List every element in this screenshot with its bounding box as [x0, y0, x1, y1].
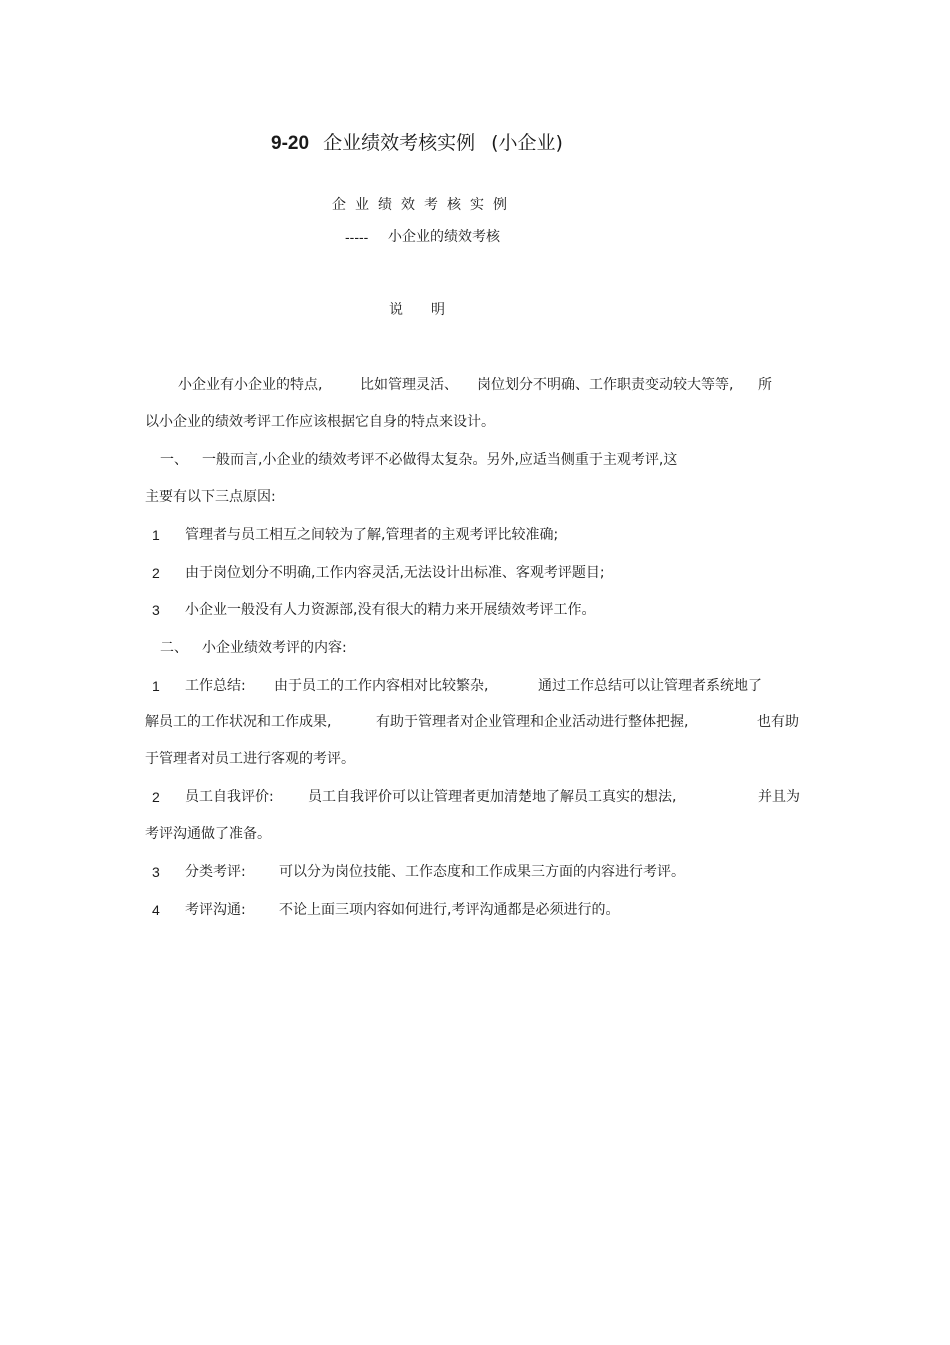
document-title: [271, 131, 563, 156]
section2-item2-line2: 考评沟通做了准备。: [145, 826, 271, 842]
intro-part-a: 小企业有小企业的特点,: [178, 377, 323, 393]
section1-item1-number: 1: [152, 527, 160, 543]
intro-part-b: 比如管理灵活、: [360, 377, 458, 393]
section2-item1-line2-b: 有助于管理者对企业管理和企业活动进行整体把握,: [376, 714, 689, 730]
section2-item1-number: 1: [152, 678, 160, 694]
section2-item2-label: 员工自我评价:: [185, 789, 274, 805]
section1-item2-number: 2: [152, 565, 160, 581]
section1-text: 一般而言,小企业的绩效考评不必做得太复杂。另外,应适当侧重于主观考评,这: [202, 452, 678, 468]
section2-item1-line2-a: 解员工的工作状况和工作成果,: [145, 714, 332, 730]
title-paren: (小企业): [491, 132, 563, 154]
section2-item2-number: 2: [152, 789, 160, 805]
section2-item3-text: 可以分为岗位技能、工作态度和工作成果三方面的内容进行考评。: [279, 864, 685, 880]
section1-marker: 一、: [160, 452, 188, 468]
section2-item2-part-b: 并且为: [758, 789, 800, 805]
section2-item1-label: 工作总结:: [185, 678, 246, 694]
section2-item2-part-a: 员工自我评价可以让管理者更加清楚地了解员工真实的想法,: [308, 789, 677, 805]
section2-item1-line3: 于管理者对员工进行客观的考评。: [145, 751, 355, 767]
section1-item3-text: 小企业一般没有人力资源部,没有很大的精力来开展绩效考评工作。: [185, 602, 596, 618]
subtitle-line2: 小企业的绩效考核: [388, 229, 500, 245]
intro-line2: 以小企业的绩效考评工作应该根据它自身的特点来设计。: [145, 414, 495, 430]
section-heading: 说明: [389, 302, 473, 318]
section2-text: 小企业绩效考评的内容:: [202, 640, 347, 656]
section2-item4-number: 4: [152, 902, 160, 918]
section2-marker: 二、: [160, 640, 188, 656]
section2-item1-part-b: 通过工作总结可以让管理者系统地了: [538, 678, 762, 694]
subtitle-dash: -----: [345, 229, 369, 245]
section1-line2: 主要有以下三点原因:: [145, 489, 276, 505]
section2-item1-line2-c: 也有助: [757, 714, 799, 730]
section2-item3-number: 3: [152, 864, 160, 880]
section2-item4-text: 不论上面三项内容如何进行,考评沟通都是必须进行的。: [279, 902, 620, 918]
title-number: 9-20: [271, 133, 310, 154]
intro-part-c: 岗位划分不明确、工作职责变动较大等等,: [477, 377, 734, 393]
section2-item1-part-a: 由于员工的工作内容相对比较繁杂,: [274, 678, 489, 694]
section1-item2-text: 由于岗位划分不明确,工作内容灵活,无法设计出标准、客观考评题目;: [185, 565, 605, 581]
section1-item1-text: 管理者与员工相互之间较为了解,管理者的主观考评比较准确;: [185, 527, 559, 543]
section2-item4-label: 考评沟通:: [185, 902, 246, 918]
intro-part-d: 所: [758, 377, 772, 393]
section2-item3-label: 分类考评:: [185, 864, 246, 880]
title-text: 企业绩效考核实例: [323, 132, 476, 154]
subtitle-line1: 企业绩效考核实例: [332, 197, 516, 213]
section1-item3-number: 3: [152, 602, 160, 618]
